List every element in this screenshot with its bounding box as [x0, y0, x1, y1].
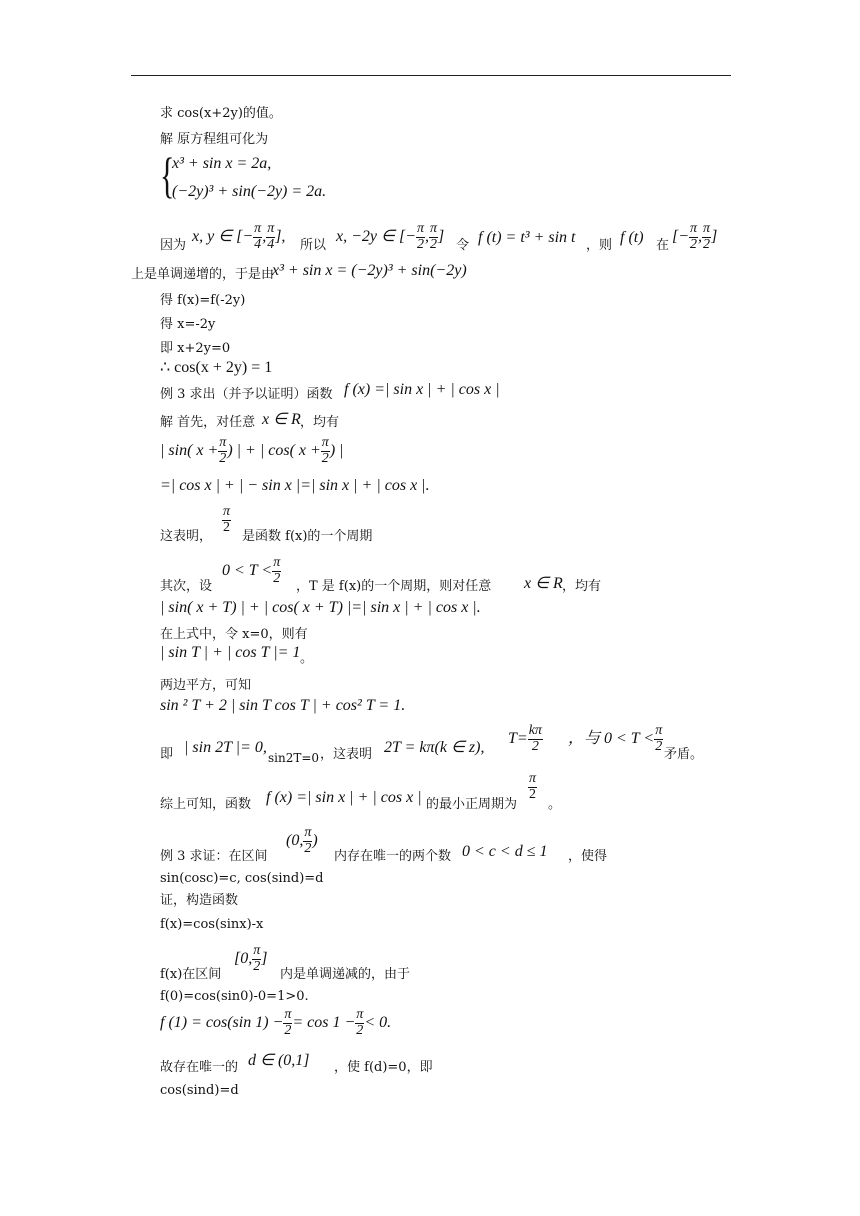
- equation: 2T = kπ(k ∈ z),: [384, 739, 485, 756]
- text-line: 解 原方程组可化为: [160, 132, 269, 147]
- equation: T= $\frac{k\pi}{2}$: [508, 723, 542, 754]
- fraction: $\frac{\pi}{2}$: [223, 504, 231, 535]
- text-line: 得 f(x)=f(-2y): [160, 293, 246, 308]
- equation: (0, $\frac{\pi}{2}$ ): [286, 825, 318, 856]
- text: ，T 是 f(x)的一个周期，则对任意: [296, 579, 492, 594]
- equation: f (1) = cos(sin 1) − $\frac{\pi}{2}$ = cos 1 − $\frac{\pi}{2}$ < 0.: [160, 1007, 392, 1038]
- equation: 0 < c < d ≤ 1: [462, 843, 548, 860]
- text: 矛盾。: [664, 747, 704, 762]
- text: ，均有: [300, 415, 340, 430]
- equation: =| cos x | + | − sin x |=| sin x | + | cos x |.: [160, 477, 430, 494]
- text: f(x)在区间: [160, 967, 222, 982]
- equation: [− $\frac{\pi}{2}$ , $\frac{\pi}{2}$ ]: [672, 221, 718, 252]
- text: 综上可知，函数: [160, 797, 252, 812]
- equation: x, y ∈ [− $\frac{\pi}{4}$ , $\frac{\pi}{4}$ ],: [192, 221, 286, 252]
- equation: ∴ cos(x + 2y) = 1: [160, 359, 273, 376]
- text-line: 得 x=-2y: [160, 317, 216, 332]
- text: 内存在唯一的两个数: [334, 849, 452, 864]
- text: 例 3 求证：在区间: [160, 849, 268, 864]
- text-line: f(x)=cos(sinx)-x: [160, 917, 264, 932]
- text-line: 求 cos(x+2y)的值。: [160, 106, 282, 121]
- text-line: 两边平方，可知: [160, 678, 252, 693]
- text: sin2T=0: [268, 751, 320, 765]
- equation: f (t) = t³ + sin t: [478, 229, 576, 246]
- text: 解 首先，对任意: [160, 415, 256, 430]
- text: 这表明，: [160, 529, 213, 544]
- equation: f (t): [620, 229, 644, 246]
- equation: sin ² T + 2 | sin T cos T | + cos² T = 1.: [160, 697, 406, 714]
- text: 内是单调递减的，由于: [280, 967, 411, 982]
- text: 是函数 f(x)的一个周期: [242, 529, 373, 544]
- equation: (−2y)³ + sin(−2y) = 2a.: [172, 183, 327, 200]
- text: ，使得: [568, 849, 608, 864]
- text-line: cos(sind)=d: [160, 1083, 239, 1098]
- equation: f (x) =| sin x | + | cos x |: [266, 789, 422, 806]
- equation: [0, $\frac{\pi}{2}$ ]: [234, 943, 268, 974]
- equation: d ∈ (0,1]: [248, 1052, 310, 1069]
- equation: x ∈ R: [262, 411, 301, 428]
- text: ，使 f(d)=0，即: [334, 1060, 433, 1075]
- text: 因为: [160, 238, 187, 253]
- equation: f (x) =| sin x | + | cos x |: [344, 381, 500, 398]
- text: 在: [656, 238, 670, 253]
- text: ，这表明: [320, 747, 373, 762]
- equation: x³ + sin x = 2a,: [172, 155, 272, 172]
- text-line: 即 x+2y=0: [160, 341, 231, 356]
- equation: 0 < T < $\frac{\pi}{2}$: [222, 555, 281, 586]
- text-line: 证，构造函数: [160, 893, 239, 908]
- text: 。: [300, 651, 314, 666]
- text: 其次，设: [160, 579, 213, 594]
- text-line: f(0)=cos(sin0)-0=1>0.: [160, 989, 309, 1004]
- equation: ，与 0 < T < $\frac{\pi}{2}$: [568, 723, 663, 754]
- text: 即: [160, 747, 174, 762]
- fraction: $\frac{\pi}{2}$: [529, 771, 537, 802]
- equation: | sin( x + $\frac{\pi}{2}$ ) | + | cos( x + $\frac{\pi}{2}$ ) |: [160, 435, 344, 466]
- equation: x, −2y ∈ [− $\frac{\pi}{2}$ , $\frac{\pi}{2}$ ]: [336, 221, 445, 252]
- text: 故存在唯一的: [160, 1060, 239, 1075]
- text-line: sin(cosc)=c, cos(sind)=d: [160, 871, 324, 886]
- equation: x³ + sin x = (−2y)³ + sin(−2y): [272, 262, 467, 279]
- equation: | sin T | + | cos T |= 1: [160, 644, 301, 661]
- text: 令: [456, 238, 470, 253]
- text: ，则: [586, 238, 613, 253]
- text: 所以: [300, 238, 327, 253]
- text: 的最小正周期为: [426, 797, 518, 812]
- equation: | sin( x + T) | + | cos( x + T) |=| sin x | + | cos x |.: [160, 599, 481, 616]
- text: 上是单调递增的，于是由: [131, 267, 275, 282]
- text-line: 在上式中，令 x=0，则有: [160, 627, 308, 642]
- header-rule: [131, 75, 731, 76]
- equation: | sin 2T |= 0,: [184, 739, 267, 756]
- text: 。: [548, 797, 562, 812]
- text: 例 3 求出（并予以证明）函数: [160, 387, 333, 402]
- system-brace: {: [160, 147, 175, 203]
- equation: x ∈ R: [524, 575, 563, 592]
- text: ，均有: [562, 579, 602, 594]
